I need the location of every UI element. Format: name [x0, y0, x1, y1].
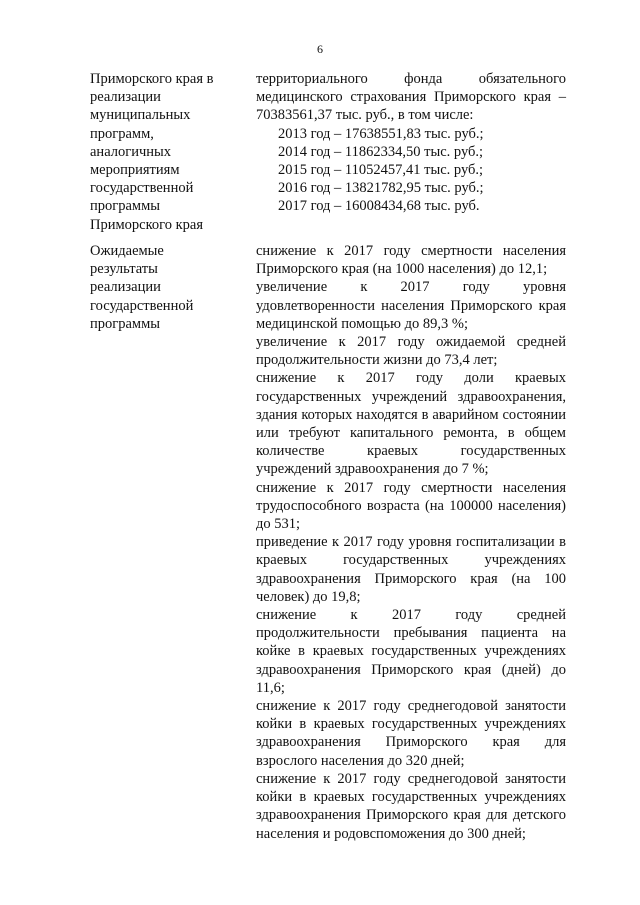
label-line: результаты: [90, 261, 158, 278]
label-line: Ожидаемые: [90, 243, 164, 259]
results-label: [90, 242, 258, 333]
label-line: аналогичных: [90, 143, 171, 160]
label-line: программы: [90, 198, 160, 215]
result-item: снижение к 2017 году средней продолжительности пребывания пациента на койке в краевых государственных учреждениях здравоохранения Приморского края (дней) до 11,6;: [256, 607, 566, 696]
result-item: снижение к 2017 году смертности населения трудоспособного возраста (на 100000 населения) до 531;: [256, 479, 566, 533]
finance-year: 2014 год – 11862334,50 тыс. руб.;: [278, 143, 484, 160]
result-item: снижение к 2017 году среднегодовой занятости койки в краевых государственных учреждениях здравоохранения Приморского края для взрослого населения до 320 дней;: [256, 698, 566, 769]
finance-year: 2017 год – 16008434,68 тыс. руб.: [278, 198, 480, 215]
finance-intro: территориального фонда обязательного медицинского страхования Приморского края – 70383561,37 тыс. руб., в том числе:: [256, 71, 566, 124]
finance-row: [90, 70, 580, 234]
result-item: приведение к 2017 году уровня госпитализации в краевых государственных учреждениях здравоохранения Приморского края (на 100 человек) до 19,8;: [256, 534, 566, 605]
label-line: реализации: [90, 279, 161, 296]
label-line: государственной: [90, 297, 194, 314]
results-content: [256, 242, 566, 843]
label-line: государственной: [90, 180, 194, 197]
finance-year: 2015 год – 11052457,41 тыс. руб.;: [278, 162, 484, 179]
label-line: реализации: [90, 89, 161, 106]
result-item: снижение к 2017 году смертности населения Приморского края (на 1000 населения) до 12,1;: [256, 243, 566, 278]
label-line: Приморского края в: [90, 71, 214, 87]
finance-label: [90, 70, 258, 234]
result-item: увеличение к 2017 году ожидаемой средней продолжительности жизни до 73,4 лет;: [256, 334, 566, 369]
result-item: снижение к 2017 году доли краевых государственных учреждений здравоохранения, здания которых находятся в аварийном состоянии или требуют капитального ремонта, в общем количестве краевых государственных учреждений здравоохранения до 7 %;: [256, 370, 566, 478]
page-number: 6: [317, 42, 323, 56]
label-line: муниципальных: [90, 107, 191, 124]
results-row: [90, 242, 580, 843]
label-line: программ,: [90, 125, 154, 142]
finance-content: [256, 70, 566, 216]
label-line: программы: [90, 315, 160, 332]
finance-year: 2016 год – 13821782,95 тыс. руб.;: [278, 180, 484, 197]
label-line: мероприятиям: [90, 162, 180, 179]
label-line: Приморского края: [90, 216, 204, 233]
result-item: увеличение к 2017 году уровня удовлетворенности населения Приморского края медицинской помощью до 89,3 %;: [256, 279, 566, 332]
finance-year: 2013 год – 17638551,83 тыс. руб.;: [278, 125, 484, 142]
result-item: снижение к 2017 году среднегодовой занятости койки в краевых государственных учреждениях здравоохранения Приморского края для детского населения и родовспоможения до 300 дней;: [256, 770, 566, 842]
